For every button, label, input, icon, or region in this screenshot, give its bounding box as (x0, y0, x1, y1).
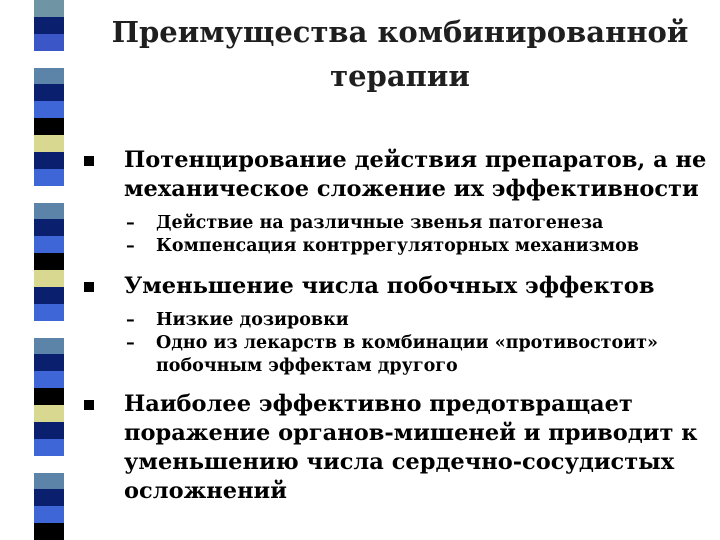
stripe-segment (34, 456, 64, 473)
slide-content (80, 146, 710, 506)
stripe-segment (34, 371, 64, 388)
bullet-text: Уменьшение числа побочных эффектов (124, 273, 655, 299)
stripe-segment (34, 506, 64, 523)
stripe-segment (34, 84, 64, 101)
bullet-item-3 (80, 390, 710, 506)
dash-marker: – (126, 236, 135, 256)
square-bullet-icon (84, 400, 94, 410)
bullet-item-1 (80, 146, 710, 204)
dash-marker: – (126, 213, 135, 233)
stripe-segment (34, 219, 64, 236)
sub-item (80, 309, 710, 332)
stripe-segment (34, 270, 64, 287)
stripe-segment (34, 68, 64, 85)
stripe-segment (34, 236, 64, 253)
bullet-item-2 (80, 272, 710, 301)
sub-item-text: Компенсация контррегуляторных механизмов (156, 236, 639, 256)
stripe-segment (34, 338, 64, 355)
stripe-segment (34, 118, 64, 135)
dash-marker: – (126, 333, 135, 353)
stripe-segment (34, 523, 64, 540)
sub-item (80, 212, 710, 235)
stripe-segment (34, 473, 64, 490)
square-bullet-icon (84, 282, 94, 292)
stripe-segment (34, 422, 64, 439)
stripe-segment (34, 169, 64, 186)
sub-item-text: Низкие дозировки (156, 310, 349, 330)
stripe-segment (34, 17, 64, 34)
slide-title: Преимущества комбинированной терапии (111, 15, 689, 93)
stripe-segment (34, 101, 64, 118)
stripe-segment (34, 34, 64, 51)
square-bullet-icon (84, 156, 94, 166)
stripe-segment (34, 152, 64, 169)
stripe-segment (34, 253, 64, 270)
decorative-stripe (34, 0, 64, 540)
sub-item (80, 235, 710, 258)
stripe-segment (34, 388, 64, 405)
stripe-segment (34, 354, 64, 371)
stripe-segment (34, 321, 64, 338)
stripe-segment (34, 287, 64, 304)
stripe-segment (34, 405, 64, 422)
bullet-text: Наиболее эффективно предотвращает поражение органов-мишеней и приводит к уменьшению числа сердечно-сосудистых осложнений (124, 391, 698, 504)
stripe-segment (34, 439, 64, 456)
sub-item (80, 332, 710, 378)
stripe-segment (34, 186, 64, 203)
bullet-text: Потенцирование действия препаратов, а не механическое сложение их эффективности (124, 147, 707, 202)
stripe-segment (34, 304, 64, 321)
stripe-segment (34, 203, 64, 220)
stripe-segment (34, 489, 64, 506)
dash-marker: – (126, 310, 135, 330)
stripe-segment (34, 0, 64, 17)
sub-item-text: Действие на различные звенья патогенеза (156, 213, 604, 233)
sub-item-text: Одно из лекарств в комбинации «противостоит» побочным эффектам другого (156, 333, 658, 376)
stripe-segment (34, 135, 64, 152)
stripe-segment (34, 51, 64, 68)
